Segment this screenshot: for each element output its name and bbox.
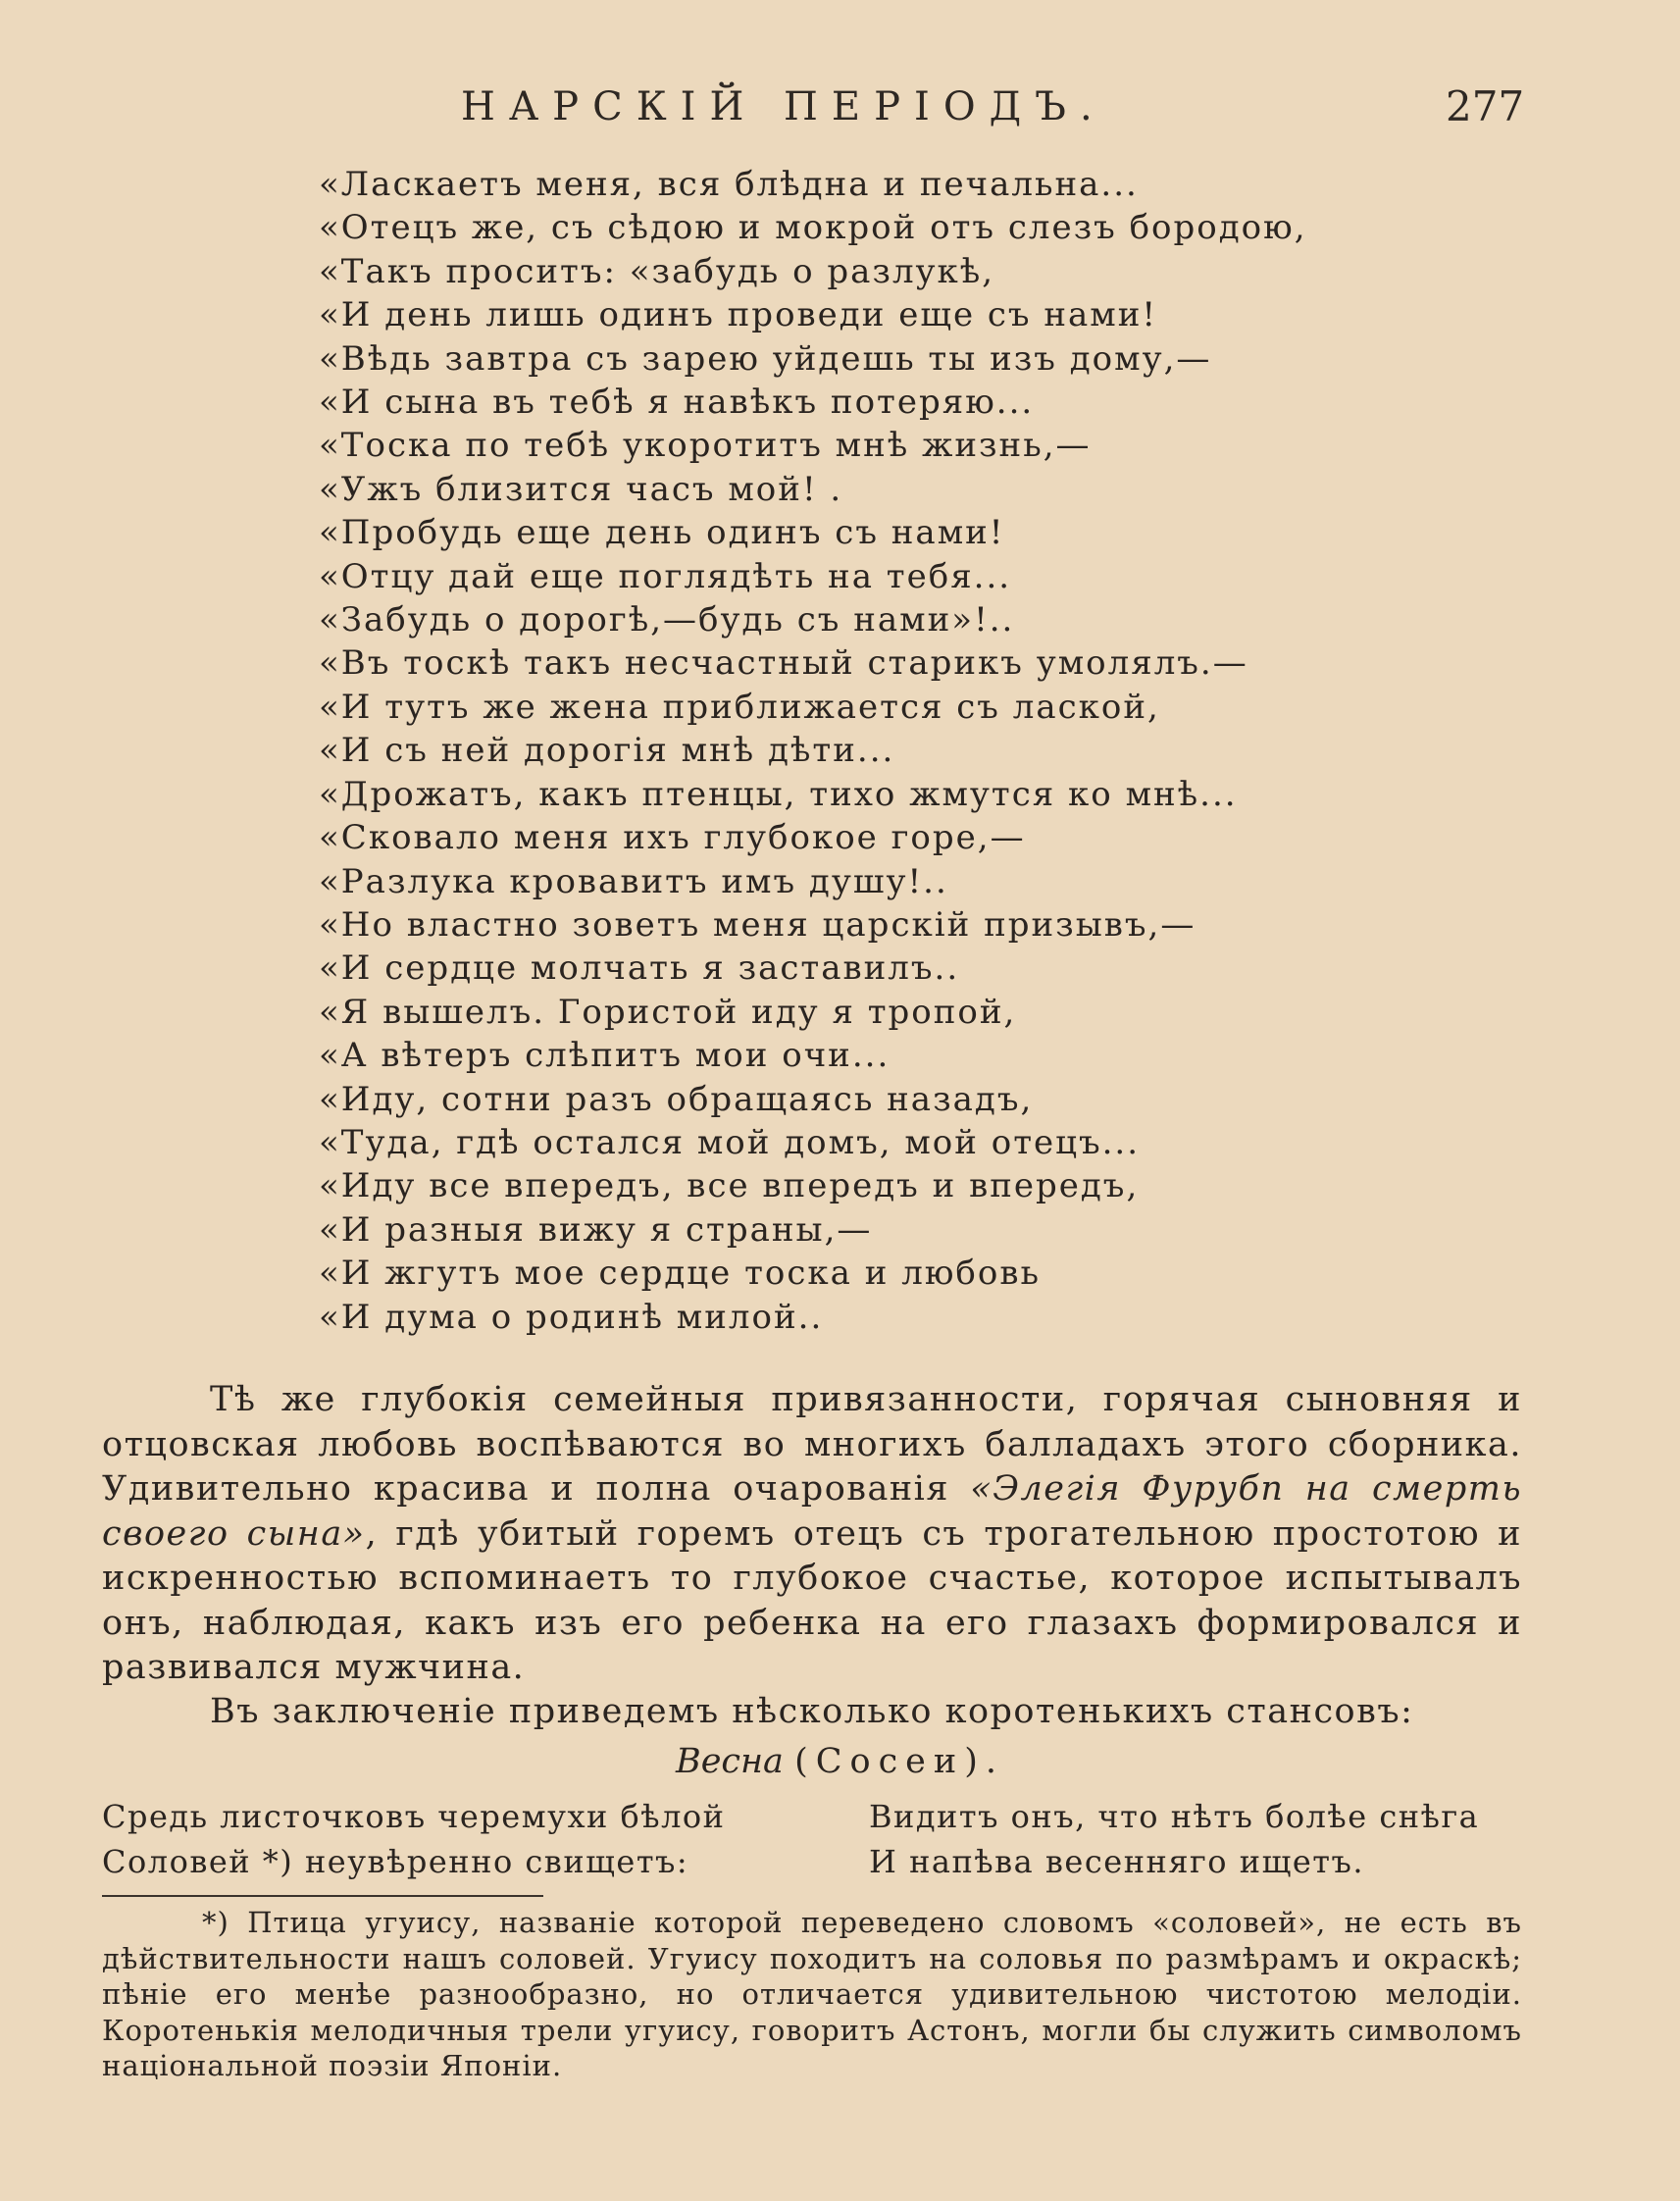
poem-line: «Такъ проситъ: «забудь о разлукѣ, xyxy=(319,251,995,291)
poem-line: «И сына въ тебѣ я навѣкъ потеряю... xyxy=(319,383,1035,423)
poem-line: «И тутъ же жена приближается съ лаской, xyxy=(319,687,1160,727)
song-title xyxy=(0,1742,1680,1781)
paragraph-text: Тѣ же глубокія семейныя привязанности, горячая сыновняя и отцовская любовь воспѣваются во многихъ балладахъ этого сборника. Удивительно красива и полна очарованія xyxy=(102,1380,1522,1509)
poem-line: «Сковало меня ихъ глубокое горе,— xyxy=(319,818,1026,858)
poem-line: «Пробудь еще день одинъ съ нами! xyxy=(319,513,1005,553)
poem-line: «Я вышелъ. Гористой иду я тропой, xyxy=(319,992,1017,1032)
poem-line: «Въ тоскѣ такъ несчастный старикъ умолялъ.— xyxy=(319,643,1248,684)
intro-paragraph: Въ заключеніе приведемъ нѣсколько коротенькихъ стансовъ: xyxy=(210,1692,1414,1731)
stanza-line: Видитъ онъ, что нѣтъ болѣе снѣга xyxy=(869,1798,1480,1835)
poem-line: «Иду, сотни разъ обращаясь назадъ, xyxy=(319,1079,1034,1119)
stanza-line: Средь листочковъ черемухи бѣлой xyxy=(102,1798,726,1835)
running-title: НАРСКІЙ ПЕРІОДЪ. xyxy=(461,84,1106,129)
paragraph-text: , гдѣ убитый горемъ отецъ съ трогательною простотою и искренностью вспоминаетъ то глубокое счастье, которое испытывалъ онъ, наблюдая, какъ изъ его ребенка на его глазахъ формировался и развивался мужчина. xyxy=(102,1513,1523,1687)
poem-line: «Ласкаетъ меня, вся блѣдна и печальна... xyxy=(319,165,1139,204)
poem xyxy=(319,163,1307,1339)
poem-line: «И сердце молчать я заставилъ.. xyxy=(319,948,960,989)
poem-line: «Отецъ же, съ сѣдою и мокрой отъ слезъ бородою, xyxy=(319,208,1307,248)
stanza-right xyxy=(869,1794,1479,1884)
poem-line: «Ужъ близится часъ мой! . xyxy=(319,469,843,509)
poem-line: «Разлука кровавитъ имъ душу!.. xyxy=(319,861,948,901)
poem-line: «Дрожатъ, какъ птенцы, тихо жмутся ко мнѣ... xyxy=(319,774,1238,814)
stanza-line: Соловей *) неувѣренно свищетъ: xyxy=(102,1843,689,1880)
stanza-left xyxy=(102,1794,725,1884)
poem-line: «Забудь о дорогѣ,—будь съ нами»!.. xyxy=(319,600,1015,640)
poem-line: «И разныя вижу я страны,— xyxy=(319,1209,873,1250)
poem-line: «А вѣтеръ слѣпитъ мои очи... xyxy=(319,1036,891,1076)
poem-line: «Но властно зоветъ меня царскій призывъ,— xyxy=(319,904,1196,945)
poem-line: «И дума о родинѣ милой.. xyxy=(319,1297,824,1337)
footnote-divider xyxy=(102,1895,543,1897)
poem-line: «Тоска по тебѣ укоротитъ мнѣ жизнь,— xyxy=(319,426,1092,466)
stanza-line: И напѣва весенняго ищетъ. xyxy=(869,1843,1364,1880)
poem-line: «Вѣдь завтра съ зарею уйдешь ты изъ дому,— xyxy=(319,338,1212,379)
poem-line: «И жгутъ мое сердце тоска и любовь xyxy=(319,1254,1042,1294)
poem-line: «И съ ней дорогія мнѣ дѣти... xyxy=(319,731,895,771)
poem-line: «Туда, гдѣ остался мой домъ, мой отецъ... xyxy=(319,1122,1141,1162)
footnote: *) Птица угуису, названіе которой переведено словомъ «соловей», не есть въ дѣйствительности нашъ соловей. Угуису походитъ на соловья по размѣрамъ и окраскѣ; пѣніе его менѣе разнообразно, но отличается удивительною чистотою мелодіи. Коротенькія мелодичныя трели угуису, говоритъ Астонъ, могли бы служить символомъ національной поэзіи Японіи. xyxy=(102,1906,1522,2083)
poem-line: «И день лишь одинъ проведи еще съ нами! xyxy=(319,295,1158,335)
poem-line: «Иду все впередъ, все впередъ и впередъ, xyxy=(319,1166,1140,1206)
body-paragraph xyxy=(102,1378,1522,1691)
page-number: 277 xyxy=(1446,82,1525,130)
poem-line: «Отцу дай еще поглядѣть на тебя... xyxy=(319,556,1012,596)
song-author: (Сосеи). xyxy=(794,1742,1005,1781)
song-name: Весна xyxy=(675,1742,784,1781)
ballad-title: «Элегія Фурубп на смерть своего сына» xyxy=(102,1469,1522,1554)
